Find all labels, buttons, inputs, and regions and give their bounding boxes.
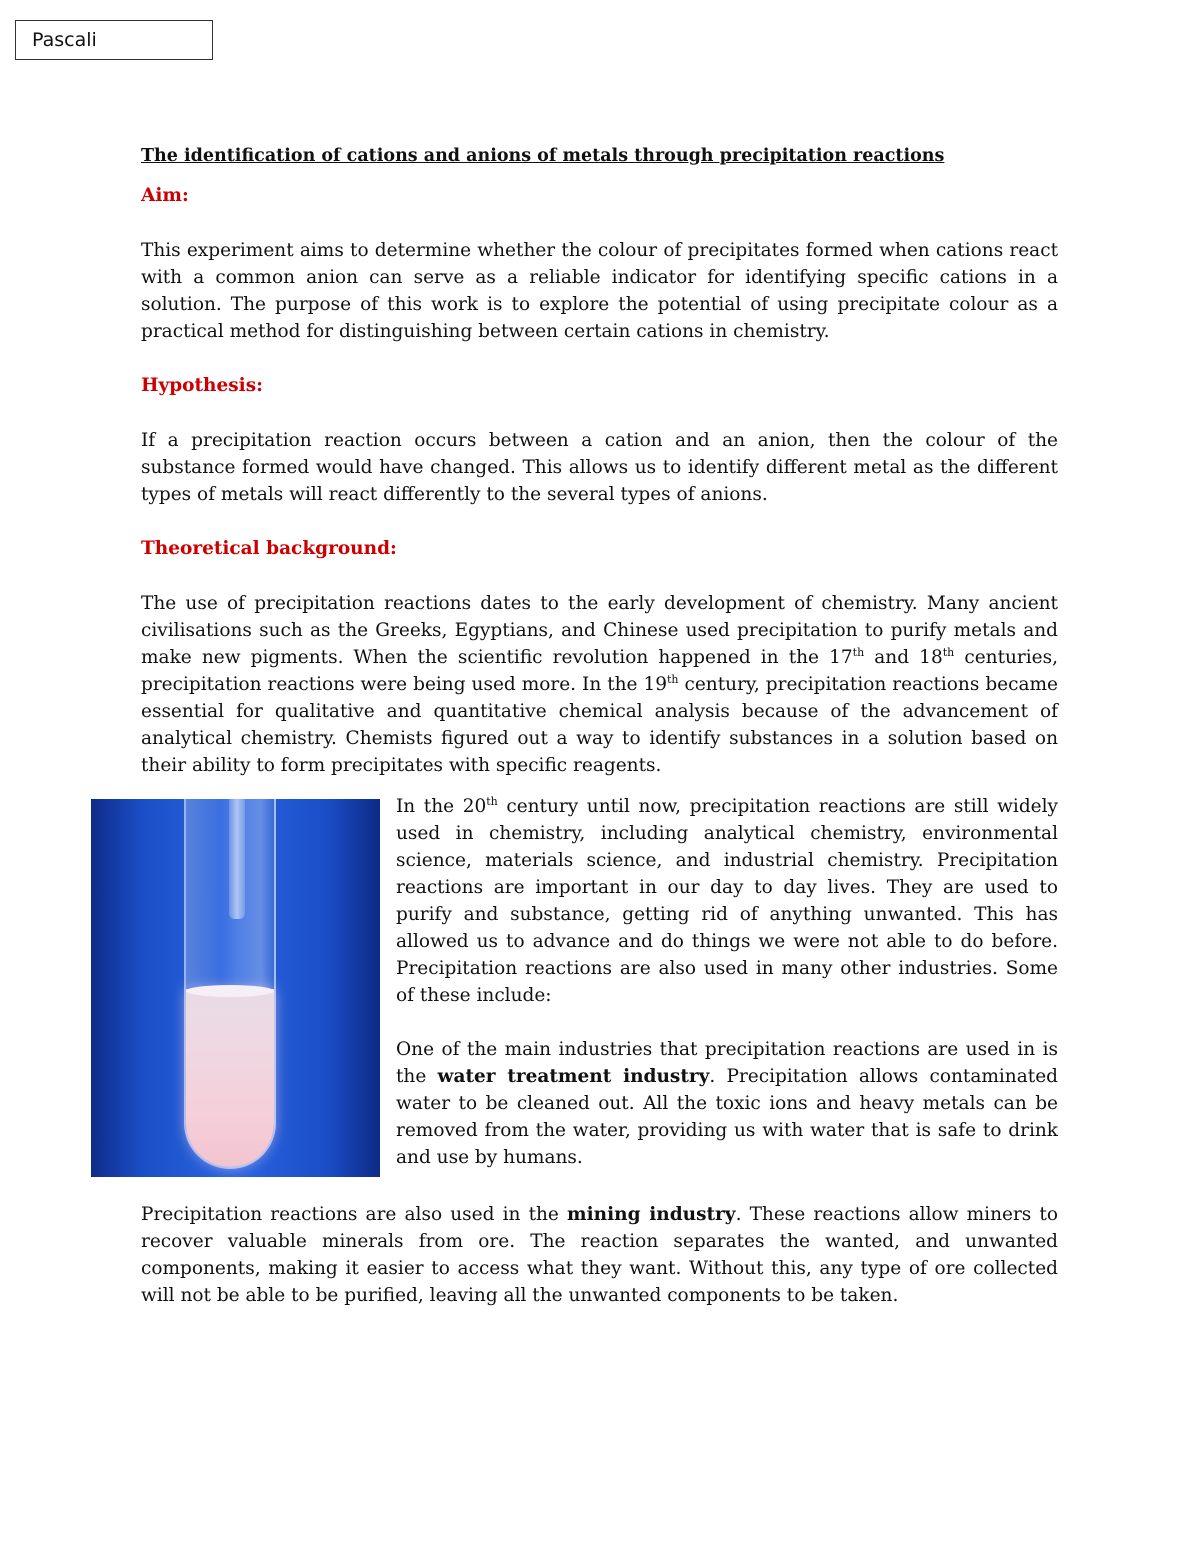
hypothesis-paragraph: If a precipitation reaction occurs between a cation and an anion, then the colour of the substance formed would have changed. This allows us to identify different metal as the different types of metals will react differently to the several types of anions. [141,430,1058,505]
background-paragraph-4: Precipitation reactions are also used in the mining industry. These reactions allow miners to recover valuable minerals from ore. The reaction separates the wanted, and unwanted components, making it easier to access what they want. Without this, any type of ore collected will not be able to be purified, leaving all the unwanted components to be taken. [141,1204,1059,1306]
background-paragraph-1: The use of precipitation reactions dates to the early development of chemistry. Many ancient civilisations such as the Greeks, Egyptians, and Chinese used precipitation to purify metals and make new pigments. When the scientific revolution happened in the 17th and 18th centuries, precipitation reactions were being used more. In the 19th century, precipitation reactions became essential for qualitative and quantitative chemical analysis because of the advancement of analytical chemistry. Chemists figured out a way to identify substances in a solution based on their ability to form precipitates with specific reagents. [141,593,1058,776]
background-paragraph-3: One of the main industries that precipitation reactions are used in is the water treatment industry. Precipitation allows contaminated water to be cleaned out. All the toxic ions and heavy metals can be removed from the water, providing us with water that is safe to drink and use by humans. [396,1039,1058,1168]
aim-heading: Aim: [141,185,189,206]
mining-industry-term: mining industry [567,1204,736,1225]
background-heading: Theoretical background: [141,538,397,559]
aim-paragraph: This experiment aims to determine whether the colour of precipitates formed when cations react with a common anion can serve as a reliable indicator for identifying specific cations in a solution. The purpose of this work is to explore the potential of using precipitate colour as a practical method for distinguishing between certain cations in chemistry. [141,240,1058,342]
background-paragraph-2: In the 20th century until now, precipitation reactions are still widely used in chemistry, including analytical chemistry, environmental science, materials science, and industrial chemistry. Precipitation reactions are important in our day to day lives. They are used to purify and substance, getting rid of anything unwanted. This has allowed us to advance and do things we were not able to do before. Precipitation reactions are also used in many other industries. Some of these include: [396,794,1058,1006]
image-text-section [141,793,1058,1187]
pipette [229,799,245,919]
liquid-surface [186,985,274,997]
document-title: The identification of cations and anions of metals through precipitation reactions [141,146,945,166]
document-body [141,142,1058,1309]
precipitate-liquid [186,989,274,1167]
water-treatment-term: water treatment industry [437,1066,710,1087]
hypothesis-heading: Hypothesis: [141,375,263,396]
author-name-box [15,20,213,60]
test-tube-photo [91,799,380,1177]
author-name: Pascali [32,29,97,51]
